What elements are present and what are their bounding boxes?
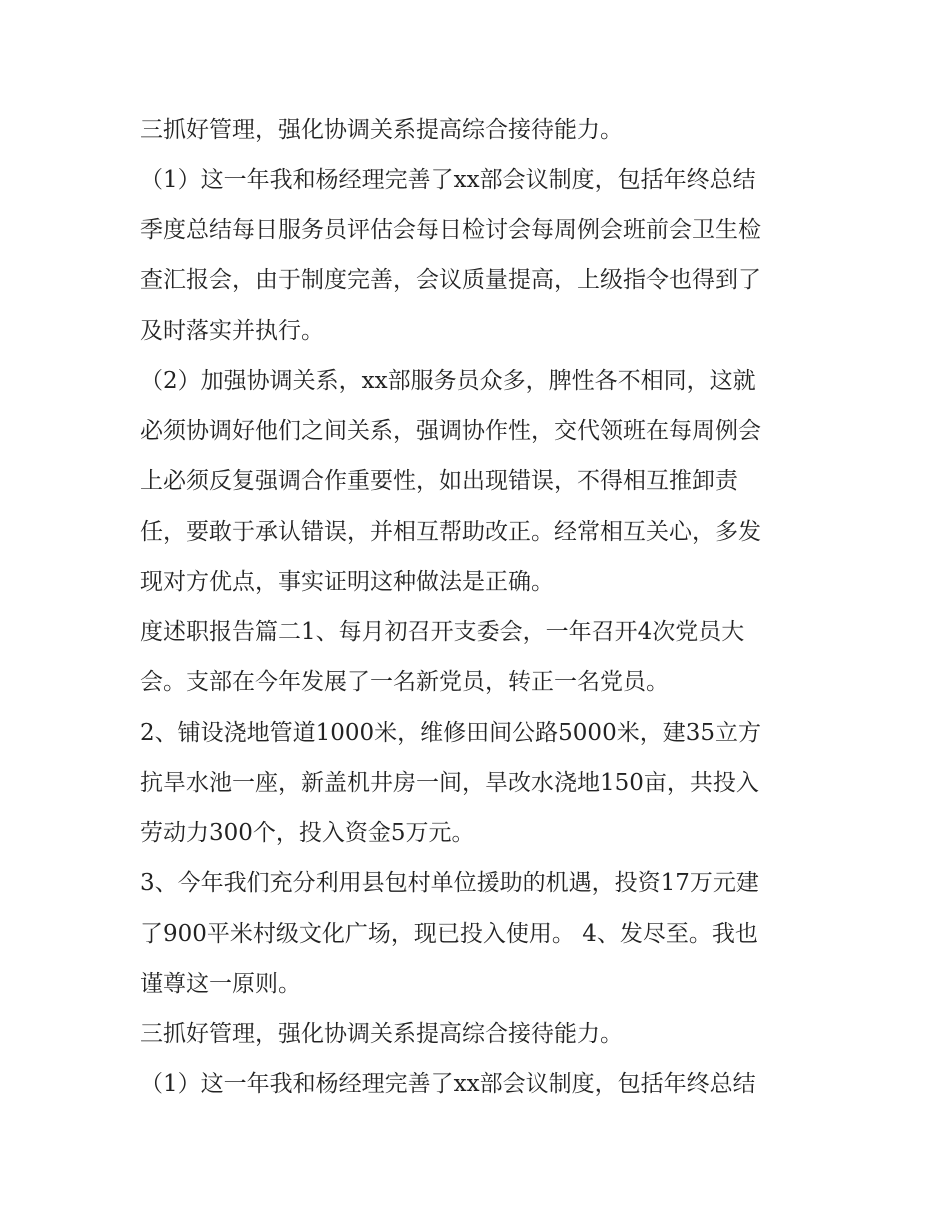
text-line: 三抓好管理，强化协调关系提高综合接待能力。 (140, 1021, 623, 1047)
text-line: 查汇报会，由于制度完善，会议质量提高，上级指令也得到了 (140, 267, 761, 293)
text-line: 谨尊这一原则。 (140, 971, 301, 997)
text-line: 三抓好管理，强化协调关系提高综合接待能力。 (140, 117, 623, 143)
text-line: 抗旱水池一座，新盖机井房一间，旱改水浇地150亩，共投入 (140, 770, 759, 796)
text-line: 必须协调好他们之间关系，强调协作性，交代领班在每周例会 (140, 418, 761, 444)
text-line: （1）这一年我和杨经理完善了xx部会议制度，包括年终总结 (140, 167, 756, 193)
text-line: （2）加强协调关系，xx部服务员众多，脾性各不相同，这就 (140, 368, 756, 394)
text-line: （1）这一年我和杨经理完善了xx部会议制度，包括年终总结 (140, 1071, 756, 1097)
text-line: 季度总结每日服务员评估会每日检讨会每周例会班前会卫生检 (140, 217, 761, 243)
text-line: 现对方优点，事实证明这种做法是正确。 (140, 569, 554, 595)
text-line: 劳动力300个，投入资金5万元。 (140, 820, 475, 846)
text-line: 了900平米村级文化广场，现已投入使用。 4、发尽至。我也 (140, 921, 758, 947)
text-line: 上必须反复强调合作重要性，如出现错误，不得相互推卸责 (140, 468, 738, 494)
text-line: 度述职报告篇二1、每月初召开支委会，一年召开4次党员大 (140, 619, 745, 645)
text-line: 3、今年我们充分利用县包村单位援助的机遇，投资17万元建 (140, 870, 759, 896)
text-line: 2、铺设浇地管道1000米，维修田间公路5000米，建35立方 (140, 720, 761, 746)
text-line: 任，要敢于承认错误，并相互帮助改正。经常相互关心，多发 (140, 519, 761, 545)
text-line: 会。支部在今年发展了一名新党员，转正一名党员。 (140, 669, 669, 695)
text-line: 及时落实并执行。 (140, 318, 324, 344)
